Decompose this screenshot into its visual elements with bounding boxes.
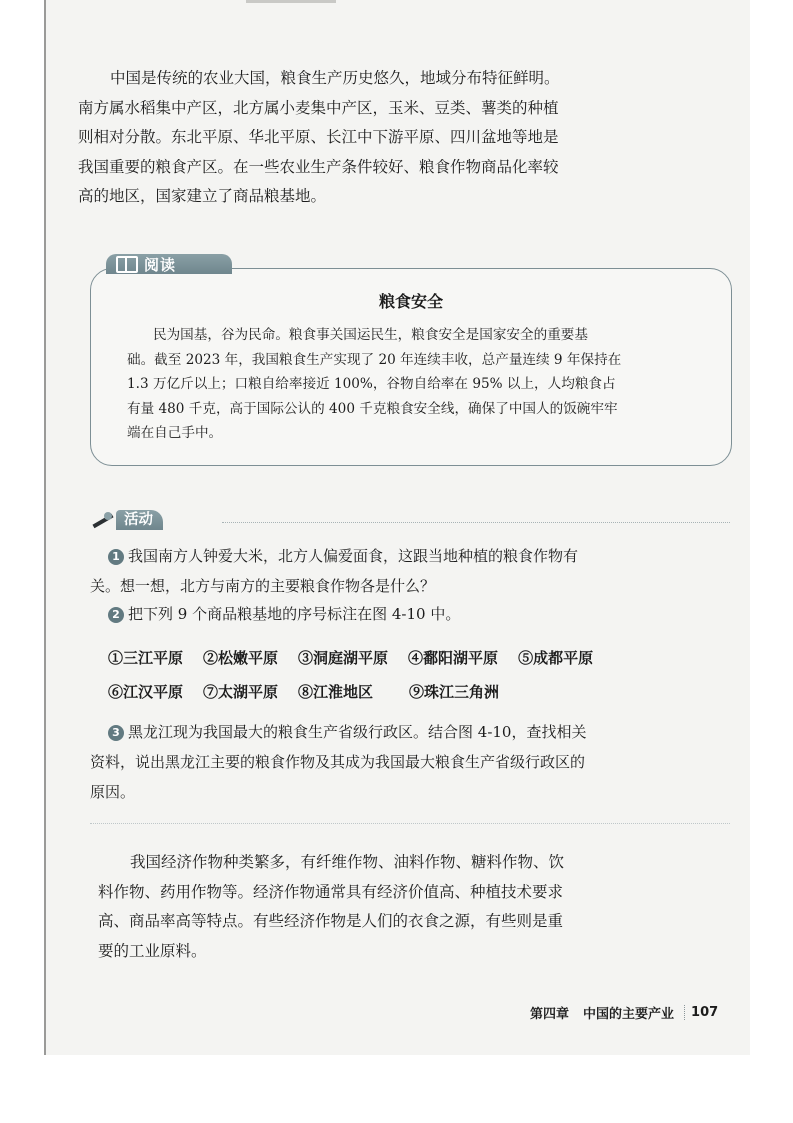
base-item: ②松嫩平原 [203,649,279,667]
reading-text [127,323,717,446]
cash-crops-line: 高、商品率高等特点。有些经济作物是人们的衣食之源，有些则是重 [98,912,564,930]
section-divider [90,823,730,824]
base-item: ⑤成都平原 [518,649,594,667]
reading-line: 民为国基，谷为民命。粮食事关国运民生，粮食安全是国家安全的重要基 [153,327,588,343]
number-badge: 2 [108,607,124,623]
textbook-page [44,0,750,1055]
activity-item-2 [90,599,740,629]
base-item: ③洞庭湖平原 [298,649,389,667]
base-item: ⑧江淮地区 [298,683,374,701]
base-item: ⑦太湖平原 [203,683,279,701]
reading-line: 础。截至 2023 年，我国粮食生产实现了 20 年连续丰收，总产量连续 9 年保持在 [127,351,622,368]
pencil-icon [90,511,116,529]
book-icon [116,256,138,273]
reading-title: 粮食安全 [378,292,443,311]
chapter-number: 第四章 [530,1006,570,1022]
reading-line: 有量 480 千克，高于国际公认的 400 千克粮食安全线，确保了中国人的饭碗牢牢 [127,400,618,417]
cash-crops-line: 我国经济作物种类繁多，有纤维作物、油料作物、糖料作物、饮 [130,853,565,871]
activity-line: 把下列 9 个商品粮基地的序号标注在图 4-10 中。 [128,605,461,623]
cash-crops-line: 料作物、药用作物等。经济作物通常具有经济价值高、种植技术要求 [98,882,564,901]
base-list-row-2 [108,681,748,702]
activity-line: 关。想一想，北方与南方的主要粮食作物各是什么？ [90,577,436,595]
page-footer [530,1000,718,1024]
base-item: ①三江平原 [108,649,184,667]
activity-line: 资料，说出黑龙江主要的粮食作物及其成为我国最大粮食生产省级行政区的 [90,753,586,771]
activity-tab-label: 活动 [116,510,163,530]
base-item: ⑨珠江三角洲 [409,683,500,701]
intro-line: 则相对分散。东北平原、华北平原、长江中下游平原、四川盆地等地是 [78,128,559,146]
cash-crops-line: 要的工业原料。 [98,941,207,960]
intro-line: 中国是传统的农业大国，粮食生产历史悠久，地域分布特征鲜明。 [110,69,560,87]
intro-line: 高的地区，国家建立了商品粮基地。 [78,187,327,205]
number-badge: 1 [108,549,124,565]
intro-line: 我国重要的粮食产区。在一些农业生产条件较好、粮食作物商品化率较 [78,157,559,176]
activity-line: 黑龙江现为我国最大的粮食生产省级行政区。结合图 4-10，查找相关 [128,723,587,741]
activity-item-3 [90,717,740,807]
reading-tab-label: 阅读 [144,255,177,274]
page-top-mark [246,0,336,3]
base-item: ⑥江汉平原 [108,683,184,701]
activity-header [90,509,163,531]
reading-line: 1.3 万亿斤以上；口粮自给率接近 100%，谷物自给率在 95% 以上，人均粮食占 [127,376,616,392]
intro-line: 南方属水稻集中产区，北方属小麦集中产区，玉米、豆类、薯类的种植 [78,98,559,117]
base-item: ④鄱阳湖平原 [408,649,499,667]
number-badge: 3 [108,725,124,741]
cash-crops-paragraph [98,848,738,966]
activity-line: 原因。 [90,783,136,801]
activity-divider [222,522,730,523]
reading-line: 端在自己手中。 [127,425,223,441]
activity-line: 我国南方人钟爱大米，北方人偏爱面食，这跟当地种植的粮食作物有 [128,547,579,565]
page-number: 107 [684,1005,718,1020]
reading-tab [106,254,232,274]
reading-box [90,268,732,466]
activity-item-1 [90,541,740,601]
chapter-title: 中国的主要产业 [583,1006,675,1022]
intro-paragraph [78,64,718,212]
base-list-row-1 [108,647,748,668]
